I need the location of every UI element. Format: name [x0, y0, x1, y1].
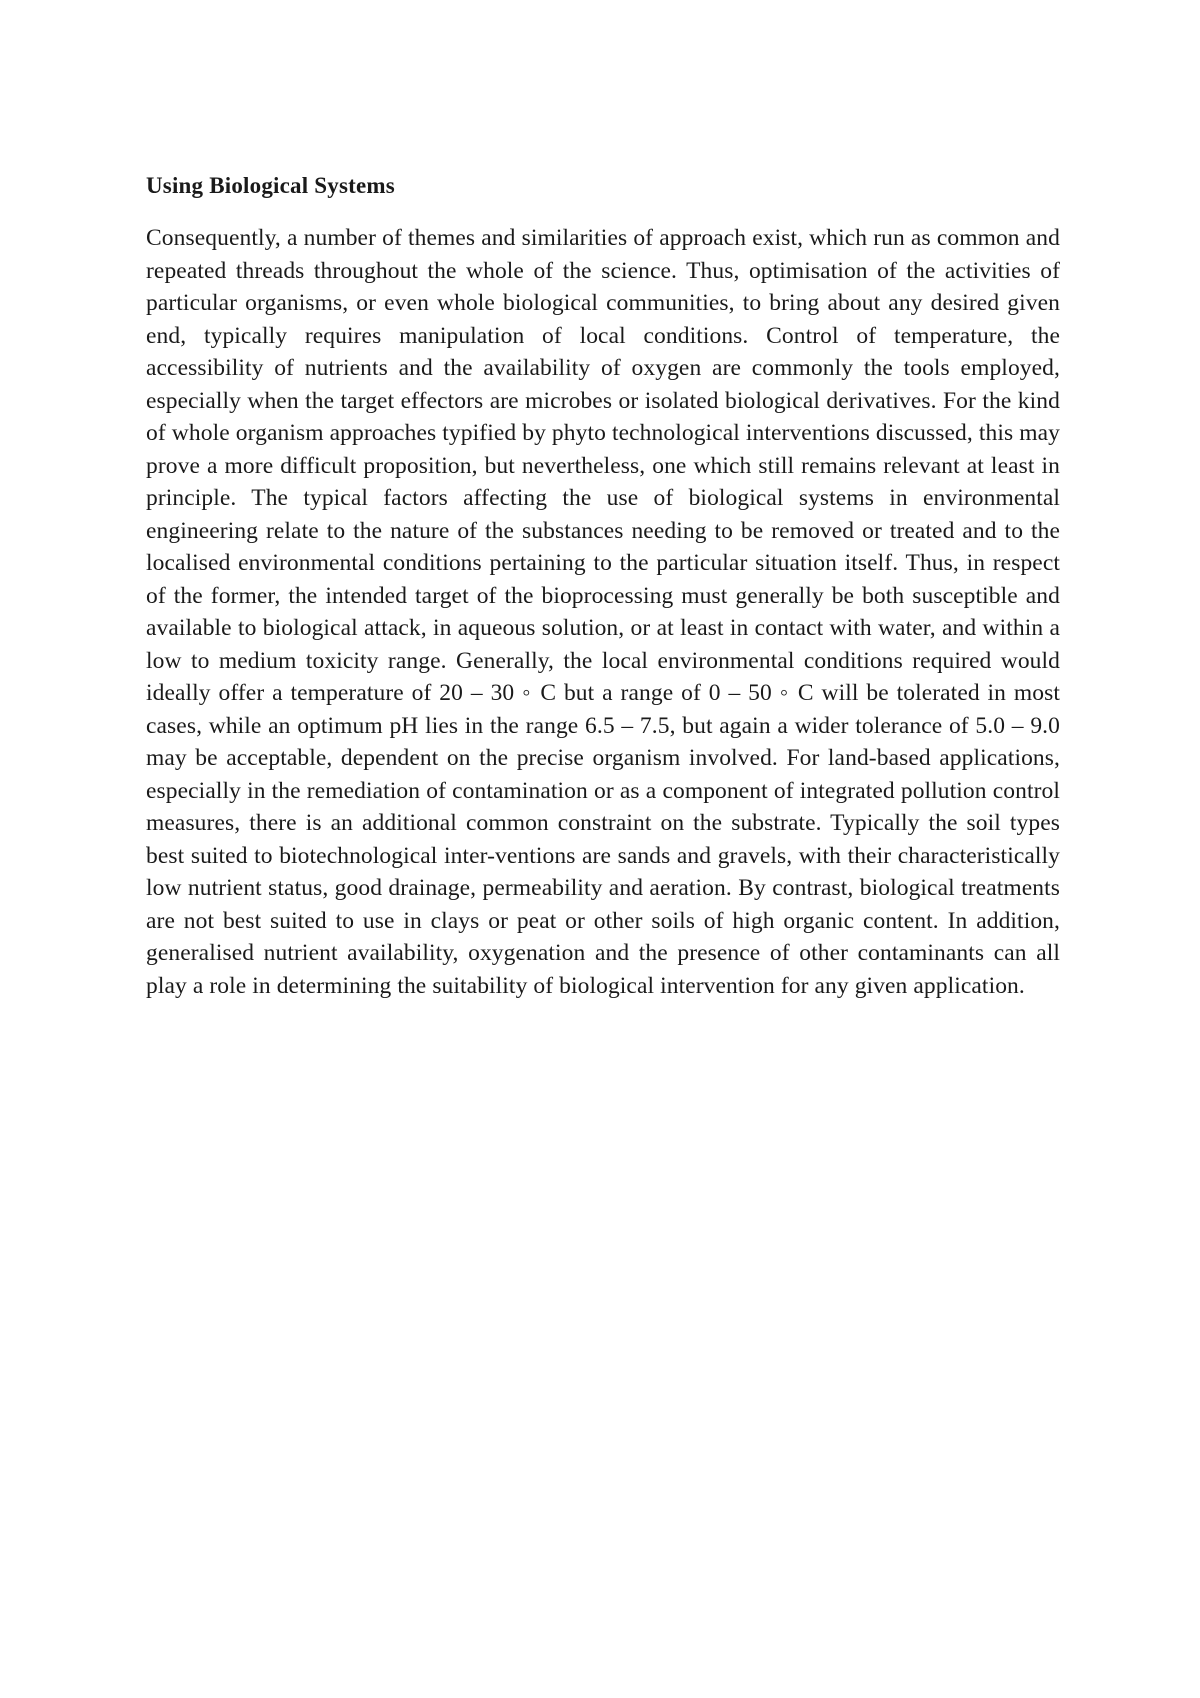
body-paragraph: Consequently, a number of themes and similarities of approach exist, which run as common and repeated threads throughout the whole of the science. Thus, optimisation of the activities of particular organisms, or even whole biological communities, to bring about any desired given end, typically requires manipulation of local conditions. Control of temperature, the accessibility of nutrients and the availability of oxygen are commonly the tools employed, especially when the target effectors are microbes or isolated biological derivatives. For the kind of whole organism approaches typified by phyto technological interventions discussed, this may prove a more difficult proposition, but nevertheless, one which still remains relevant at least in principle. The typical factors affecting the use of biological systems in environmental engineering relate to the nature of the substances needing to be removed or treated and to the localised environmental conditions pertaining to the particular situation itself. Thus, in respect of the former, the intended target of the bioprocessing must generally be both susceptible and available to biological attack, in aqueous solution, or at least in contact with water, and within a low to medium toxicity range. Generally, the local environmental conditions required would ideally offer a temperature of 20 – 30 ◦ C but a range of 0 – 50 ◦ C will be tolerated in most cases, while an optimum pH lies in the range 6.5 – 7.5, but again a wider tolerance of 5.0 – 9.0 may be acceptable, dependent on the precise organism involved. For land-based applications, especially in the remediation of contamination or as a component of integrated pollution control measures, there is an additional common constraint on the substrate. Typically the soil types best suited to biotechnological inter-ventions are sands and gravels, with their characteristically low nutrient status, good drainage, permeability and aeration. By contrast, biological treatments are not best suited to use in clays or peat or other soils of high organic content. In addition, generalised nutrient availability, oxygenation and the presence of other contaminants can all play a role in determining the suitability of biological intervention for any given application.: [146, 225, 1060, 999]
document-content: [146, 170, 1060, 1002]
section-heading: Using Biological Systems: [146, 173, 395, 198]
